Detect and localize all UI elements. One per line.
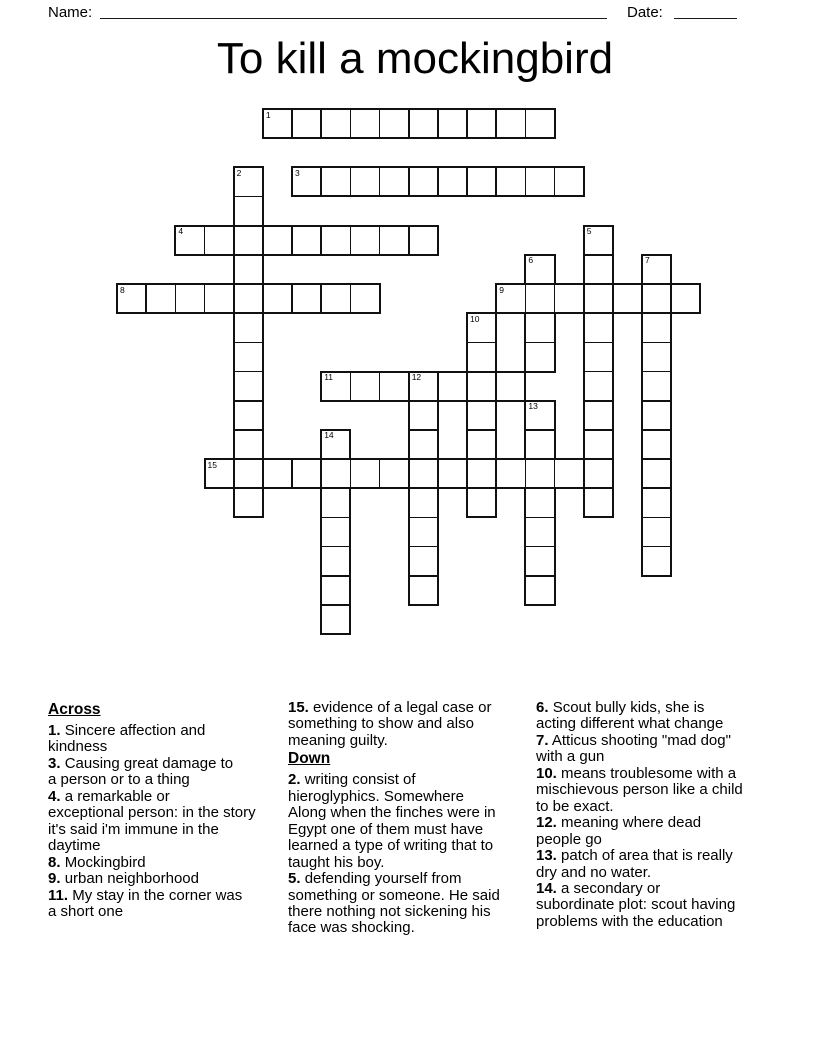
cell-separator — [379, 227, 381, 254]
clue-3 — [48, 756, 286, 789]
cell-separator — [468, 429, 495, 431]
cell-separator — [262, 285, 264, 312]
clue-11 — [48, 888, 286, 921]
cell-separator — [641, 285, 643, 312]
cell-separator — [437, 168, 439, 195]
clue-number: 13. — [536, 847, 557, 865]
cell-separator — [643, 429, 670, 431]
across-word-1 — [262, 108, 556, 139]
cell-separator — [583, 285, 585, 312]
name-label: Name: — [48, 4, 93, 21]
clues-column-across — [48, 700, 286, 920]
cell-separator — [322, 546, 349, 548]
cell-separator — [233, 227, 235, 254]
cell-separator — [437, 460, 439, 487]
clue-15 — [288, 700, 534, 749]
cell-separator — [235, 371, 262, 373]
cell-separator — [437, 110, 439, 137]
word-number: 15 — [207, 459, 217, 470]
across-word-8 — [116, 283, 381, 314]
cell-separator — [350, 110, 352, 137]
cell-separator — [233, 285, 235, 312]
cell-separator — [320, 168, 322, 195]
clue-4 — [48, 789, 286, 855]
cell-separator — [526, 429, 553, 431]
clue-number: 11. — [48, 886, 69, 904]
cell-separator — [554, 285, 556, 312]
clue-number: 12. — [536, 814, 557, 832]
word-number: 11 — [324, 372, 334, 383]
clue-number: 5. — [288, 870, 301, 888]
clue-6 — [536, 700, 774, 733]
clue-text: meaning where dead people go — [536, 814, 702, 848]
cell-separator — [379, 460, 381, 487]
cell-separator — [554, 168, 556, 195]
cell-separator — [495, 110, 497, 137]
cell-separator — [526, 342, 553, 344]
cell-separator — [585, 371, 612, 373]
cell-separator — [585, 400, 612, 402]
word-number: 5 — [586, 226, 592, 237]
cell-separator — [408, 110, 410, 137]
word-number: 8 — [120, 284, 125, 295]
date-label: Date: — [627, 4, 663, 21]
cell-separator — [379, 373, 381, 400]
cell-separator — [643, 342, 670, 344]
clue-text: Mockingbird — [64, 853, 146, 871]
cell-separator — [585, 254, 612, 256]
clue-number: 3. — [48, 754, 61, 772]
cell-separator — [468, 342, 495, 344]
cell-separator — [466, 168, 468, 195]
clue-13 — [536, 848, 774, 881]
cell-separator — [410, 517, 437, 519]
word-number: 4 — [178, 226, 184, 237]
word-number: 13 — [528, 401, 538, 412]
clue-2 — [288, 772, 534, 871]
clue-number: 4. — [48, 787, 61, 805]
clue-8 — [48, 855, 286, 871]
cell-separator — [670, 285, 672, 312]
clue-section-header — [288, 749, 534, 769]
clue-number: 15. — [288, 699, 309, 716]
clue-14 — [536, 881, 774, 930]
clue-9 — [48, 871, 286, 887]
clue-text: Causing great damage to a person or to a thing — [48, 754, 234, 789]
clue-section-header — [48, 700, 286, 720]
clue-text: defending yourself from something or someone. He said there nothing not sickening his face was shocking. — [288, 870, 500, 937]
word-number: 2 — [236, 167, 242, 178]
cell-separator — [466, 373, 468, 400]
cell-separator — [643, 400, 670, 402]
cell-separator — [320, 227, 322, 254]
cell-separator — [291, 285, 293, 312]
cell-separator — [408, 227, 410, 254]
clues-column-middle — [288, 700, 534, 937]
cell-separator — [554, 460, 556, 487]
cell-separator — [262, 460, 264, 487]
cell-separator — [643, 517, 670, 519]
cell-separator — [320, 460, 322, 487]
clue-1 — [48, 723, 286, 756]
clue-number: 6. — [536, 699, 549, 716]
cell-separator — [322, 517, 349, 519]
cell-separator — [466, 460, 468, 487]
clue-text: My stay in the corner was a short one — [48, 886, 243, 920]
cell-separator — [350, 227, 352, 254]
clue-text: Scout bully kids, she is acting different what change — [536, 699, 724, 733]
clue-10 — [536, 766, 774, 815]
word-number: 12 — [411, 372, 422, 383]
cell-separator — [526, 575, 553, 577]
cell-separator — [350, 168, 352, 195]
across-word-3 — [291, 166, 585, 197]
clue-number: 10. — [536, 764, 557, 782]
cell-separator — [495, 373, 497, 400]
cell-separator — [526, 546, 553, 548]
cell-separator — [175, 285, 177, 312]
cell-separator — [408, 460, 410, 487]
cell-separator — [525, 285, 527, 312]
word-number: 7 — [645, 255, 650, 266]
clue-12 — [536, 815, 774, 848]
clue-5 — [288, 871, 534, 937]
cell-separator — [291, 460, 293, 487]
page-title: To kill a mockingbird — [216, 34, 614, 83]
cell-separator — [410, 575, 437, 577]
cell-separator — [410, 546, 437, 548]
down-word-13 — [524, 400, 555, 606]
cell-separator — [495, 460, 497, 487]
clue-number: 1. — [48, 722, 61, 739]
cell-separator — [233, 460, 235, 487]
cell-separator — [262, 227, 264, 254]
cell-separator — [291, 227, 293, 254]
cell-separator — [583, 460, 585, 487]
cell-separator — [145, 285, 147, 312]
cell-separator — [525, 460, 527, 487]
word-number: 3 — [295, 167, 300, 178]
cell-separator — [235, 400, 262, 402]
across-word-15 — [204, 458, 614, 489]
cell-separator — [643, 546, 670, 548]
cell-separator — [466, 110, 468, 137]
cell-separator — [643, 371, 670, 373]
cell-separator — [585, 342, 612, 344]
cell-separator — [235, 196, 262, 198]
word-number: 14 — [324, 430, 334, 441]
cell-separator — [204, 285, 206, 312]
cell-separator — [350, 373, 352, 400]
cell-separator — [408, 168, 410, 195]
across-word-4 — [174, 225, 439, 256]
cell-separator — [526, 517, 553, 519]
clue-text: urban neighborhood — [64, 870, 199, 888]
cell-separator — [320, 285, 322, 312]
clue-text: means troublesome with a mischievous person like a child to be exact. — [536, 764, 743, 815]
cell-separator — [525, 168, 527, 195]
cell-separator — [350, 285, 352, 312]
clue-text: Sincere affection and kindness — [48, 722, 206, 756]
clue-text: evidence of a legal case or something to show and also meaning guilty. — [288, 699, 492, 749]
cell-separator — [643, 458, 670, 460]
cell-separator — [379, 168, 381, 195]
cell-separator — [410, 400, 437, 402]
clue-section-header-text: Down — [288, 750, 331, 768]
cell-separator — [235, 429, 262, 431]
cell-separator — [525, 110, 527, 137]
cell-separator — [379, 110, 381, 137]
clue-number: 2. — [288, 771, 301, 789]
cell-separator — [322, 575, 349, 577]
cell-separator — [585, 429, 612, 431]
cell-separator — [291, 110, 293, 137]
clue-text: patch of area that is really dry and no water. — [536, 847, 733, 881]
cell-separator — [410, 429, 437, 431]
cell-separator — [322, 604, 349, 606]
word-number: 10 — [470, 313, 480, 324]
word-number: 9 — [499, 284, 504, 295]
clue-text: a remarkable or exceptional person: in the story it's said i'm immune in the daytime — [48, 787, 256, 855]
clue-number: 8. — [48, 853, 61, 871]
clue-section-header-text: Across — [48, 701, 101, 718]
clue-text: writing consist of hieroglyphics. Somewhere Along when the finches were in Egypt one of them must have learned a type of writing that to taught his boy. — [288, 771, 496, 871]
word-number: 6 — [528, 255, 534, 266]
cell-separator — [235, 342, 262, 344]
cell-separator — [495, 168, 497, 195]
cell-separator — [320, 110, 322, 137]
clue-number: 7. — [536, 731, 549, 749]
cell-separator — [350, 460, 352, 487]
cell-separator — [643, 487, 670, 489]
cell-separator — [612, 285, 614, 312]
clue-number: 14. — [536, 879, 557, 897]
across-word-9 — [495, 283, 701, 314]
clue-text: a secondary or subordinate plot: scout having problems with the education — [536, 879, 736, 930]
cell-separator — [204, 227, 206, 254]
clue-text: Atticus shooting "mad dog" with a gun — [536, 731, 731, 766]
clues-column-down — [536, 700, 774, 930]
clue-number: 9. — [48, 870, 61, 888]
word-number: 1 — [265, 109, 271, 120]
clue-7 — [536, 733, 774, 766]
